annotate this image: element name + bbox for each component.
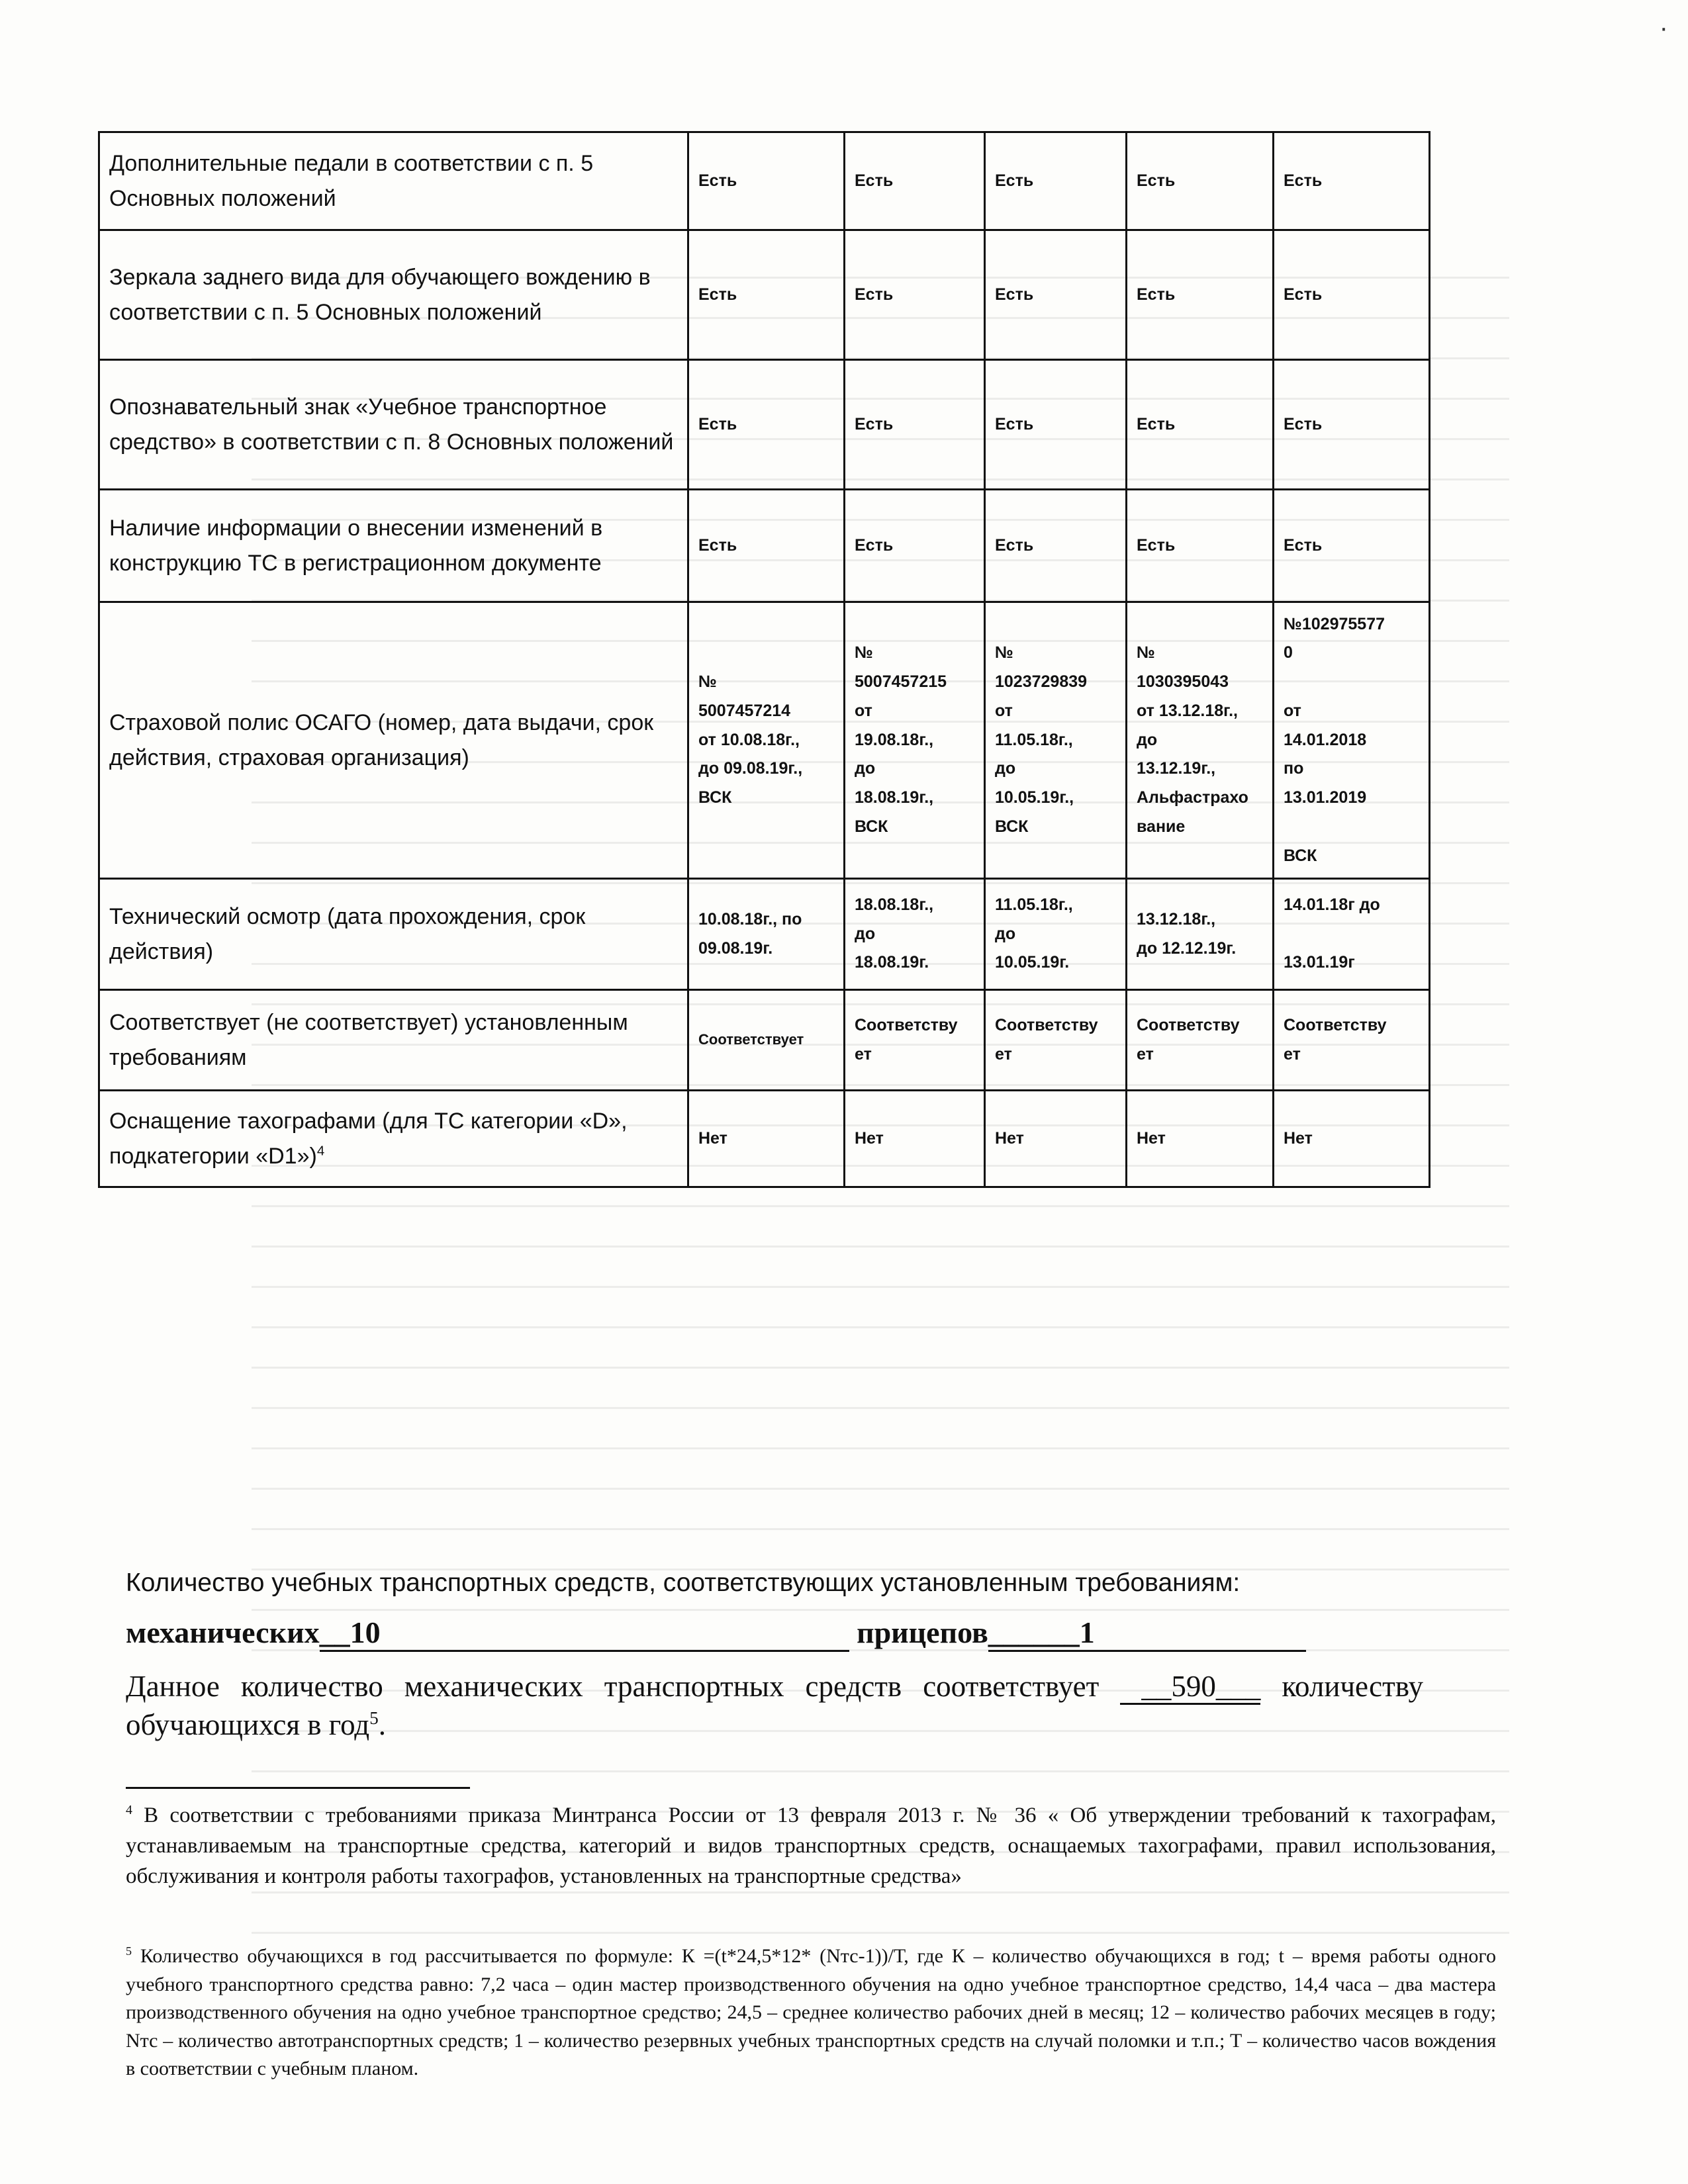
row-label-text: Дополнительные педали в соответствии с п. 5 Основных положений <box>109 150 594 211</box>
footnote-5-text: Количество обучающихся в год рассчитывается по формуле: К =(t*24,5*12* (Nтс-1))/Т, где К – количество обучающихся в год; t – время работы одного учебного транспортного средства равно: 7,2 часа – один мастер производственного обучения на одно учебное транспортное средство, 14,4 часа – два мастера производственного обучения на одно учебное транспортное средство; 24,5 – среднее количество рабочих дней в месяц; 12 – количество рабочих месяцев в году; Nтс – количество автотранспортных средств; 1 – количество резервных учебных транспортных средств на случай поломки и т.п.; Т – количество часов вождения в соответствии с учебным планом. <box>126 1945 1496 2080</box>
vehicle-2-value: № 5007457215 от 19.08.18г., до 18.08.19г., ВСК <box>845 602 985 879</box>
vehicle-5-value: Нет <box>1274 1091 1430 1187</box>
vehicle-5-value: №102975577 0 от 14.01.2018 по 13.01.2019 ВСК <box>1274 602 1430 879</box>
vehicle-3-value: № 1023729839 от 11.05.18г., до 10.05.19г., ВСК <box>985 602 1127 879</box>
vehicle-4-value: Есть <box>1127 230 1274 360</box>
mechanical-count-field: __10 <box>320 1615 849 1652</box>
row-label <box>99 1091 688 1187</box>
summary-heading: Количество учебных транспортных средств, соответствующих установленным требованиям: <box>126 1569 1241 1597</box>
footnote-5 <box>126 1942 1496 2083</box>
vehicle-4-value: Есть <box>1127 360 1274 490</box>
vehicle-5-value: Есть <box>1274 132 1430 230</box>
mechanical-count: 10 <box>350 1615 381 1649</box>
row-label-text: Технический осмотр (дата прохождения, срок действия) <box>109 903 586 964</box>
row-label <box>99 602 688 879</box>
table-row <box>99 490 1430 602</box>
vehicle-3-value: Есть <box>985 230 1127 360</box>
students-count-field: __590___ <box>1120 1670 1260 1705</box>
table-row <box>99 132 1430 230</box>
students-per-year-statement <box>126 1668 1423 1744</box>
row-label <box>99 360 688 490</box>
mechanical-label: механических <box>126 1615 320 1649</box>
vehicle-3-value: Есть <box>985 360 1127 490</box>
table-row <box>99 602 1430 879</box>
row-label <box>99 990 688 1091</box>
vehicle-4-value: Есть <box>1127 490 1274 602</box>
row-label <box>99 879 688 990</box>
footnote-ref-5: 5 <box>369 1707 379 1728</box>
vehicle-3-value: 11.05.18г., до 10.05.19г. <box>985 879 1127 990</box>
table-row <box>99 230 1430 360</box>
row-label <box>99 132 688 230</box>
vehicle-5-value: Есть <box>1274 230 1430 360</box>
students-text-post: количеству обучающихся в год <box>126 1670 1424 1741</box>
vehicle-2-value: Нет <box>845 1091 985 1187</box>
summary-counts <box>126 1615 1306 1652</box>
vehicle-2-value: Есть <box>845 490 985 602</box>
vehicle-4-value: 13.12.18г., до 12.12.19г. <box>1127 879 1274 990</box>
vehicle-requirements-table <box>98 131 1430 1188</box>
vehicle-1-value: Соответствует <box>688 990 845 1091</box>
table-row <box>99 1091 1430 1187</box>
trailers-count-field: ______1 <box>988 1615 1306 1652</box>
footnote-4-number: 4 <box>126 1803 132 1817</box>
vehicle-1-value: № 5007457214 от 10.08.18г., до 09.08.19г., ВСК <box>688 602 845 879</box>
table-row <box>99 990 1430 1091</box>
vehicle-5-value: Есть <box>1274 490 1430 602</box>
footnote-4-text: В соответствии с требованиями приказа Минтранса России от 13 февраля 2013 г. № 36 « Об утверждении требований к тахографам, устанавливаемым на транспортные средства, категорий и видов транспортных средств, оснащаемых тахографами, правил использования, обслуживания и контроля работы тахографов, установленных на транспортные средства» <box>126 1803 1496 1889</box>
vehicle-2-value: 18.08.18г., до 18.08.19г. <box>845 879 985 990</box>
students-text-pre: Данное количество механических транспортных средств соответствует <box>126 1670 1100 1703</box>
vehicle-4-value: Есть <box>1127 132 1274 230</box>
footnote-ref-4: 4 <box>316 1144 325 1159</box>
table-row <box>99 879 1430 990</box>
vehicle-4-value: Нет <box>1127 1091 1274 1187</box>
vehicle-3-value: Нет <box>985 1091 1127 1187</box>
vehicle-5-value: Соответству ет <box>1274 990 1430 1091</box>
table-row <box>99 360 1430 490</box>
vehicle-4-value: Соответству ет <box>1127 990 1274 1091</box>
vehicle-1-value: Есть <box>688 132 845 230</box>
vehicle-3-value: Соответству ет <box>985 990 1127 1091</box>
row-label-text: Соответствует (не соответствует) установленным требованиям <box>109 1009 628 1070</box>
table-body <box>99 132 1430 1187</box>
row-label-text: Опознавательный знак «Учебное транспортное средство» в соответствии с п. 8 Основных положений <box>109 394 674 455</box>
vehicle-1-value: Есть <box>688 360 845 490</box>
vehicle-5-value: 14.01.18г до 13.01.19г <box>1274 879 1430 990</box>
students-count: 590 <box>1171 1670 1216 1703</box>
row-label-text: Страховой полис ОСАГО (номер, дата выдачи, срок действия, страховая организация) <box>109 709 654 770</box>
footnote-4 <box>126 1800 1496 1892</box>
row-label <box>99 230 688 360</box>
vehicle-1-value: 10.08.18г., по 09.08.19г. <box>688 879 845 990</box>
vehicle-1-value: Нет <box>688 1091 845 1187</box>
footnote-5-number: 5 <box>126 1944 132 1958</box>
row-label-text: Наличие информации о внесении изменений в конструкцию ТС в регистрационном документе <box>109 515 603 576</box>
vehicle-2-value: Есть <box>845 132 985 230</box>
row-label-text: Оснащение тахографами (для ТС категории «D», подкатегории «D1») <box>109 1108 628 1169</box>
row-label-text: Зеркала заднего вида для обучающего вождению в соответствии с п. 5 Основных положений <box>109 264 651 325</box>
trailers-label: прицепов <box>857 1615 988 1649</box>
vehicle-3-value: Есть <box>985 490 1127 602</box>
row-label <box>99 490 688 602</box>
statement-end: . <box>378 1707 386 1741</box>
vehicle-3-value: Есть <box>985 132 1127 230</box>
vehicle-2-value: Есть <box>845 360 985 490</box>
trailers-count: 1 <box>1079 1615 1095 1649</box>
vehicle-1-value: Есть <box>688 490 845 602</box>
vehicle-1-value: Есть <box>688 230 845 360</box>
vehicle-4-value: № 1030395043 от 13.12.18г., до 13.12.19г., Альфастрахо вание <box>1127 602 1274 879</box>
vehicle-2-value: Есть <box>845 230 985 360</box>
vehicle-2-value: Соответству ет <box>845 990 985 1091</box>
vehicle-5-value: Есть <box>1274 360 1430 490</box>
footnote-separator <box>126 1787 470 1789</box>
corner-mark: · <box>1659 13 1668 42</box>
